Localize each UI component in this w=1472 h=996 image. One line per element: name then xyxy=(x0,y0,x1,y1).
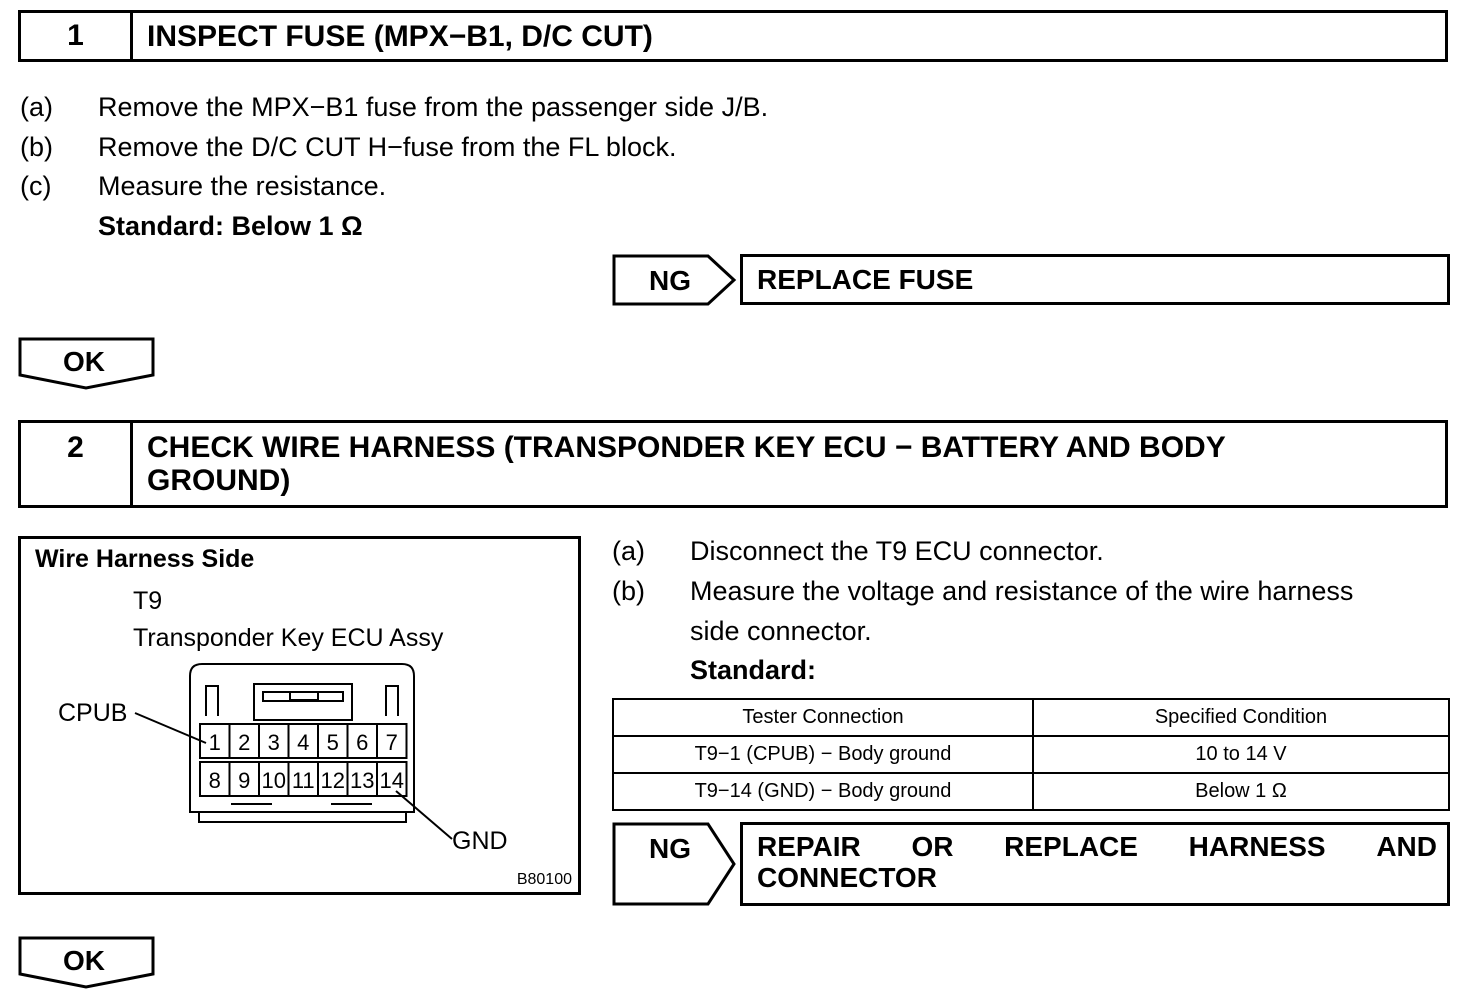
ng-action-text: REPLACE FUSE xyxy=(757,264,974,295)
step1-standard: Standard: Below 1 Ω xyxy=(98,211,363,241)
ng-action-line2: CONNECTOR xyxy=(757,862,937,893)
table-cell: Below 1 Ω xyxy=(1033,773,1449,810)
diagram-heading: Wire Harness Side xyxy=(35,545,255,573)
step1-ok-arrow xyxy=(18,337,156,391)
pin-number: 5 xyxy=(326,730,339,755)
step1-number: 1 xyxy=(21,13,133,59)
pin-number: 11 xyxy=(291,768,315,793)
pin-number: 6 xyxy=(356,730,369,755)
pin-number: 2 xyxy=(238,730,251,755)
step2-title-line2: GROUND) xyxy=(147,464,291,497)
pin-number: 1 xyxy=(208,730,221,755)
step2-header xyxy=(18,420,1448,508)
pin-number: 14 xyxy=(379,768,404,793)
ok-label: OK xyxy=(63,945,105,976)
ng-action-word: AND xyxy=(1376,831,1437,862)
step2-ng-arrow xyxy=(612,822,738,906)
ng-action-word: HARNESS xyxy=(1188,831,1326,862)
pin-number: 12 xyxy=(320,768,345,793)
item-text: Remove the D/C CUT H−fuse from the FL block. xyxy=(98,132,677,162)
table-row xyxy=(613,736,1449,773)
wire-harness-diagram xyxy=(18,536,582,896)
ok-label: OK xyxy=(63,346,105,377)
item-label: (b) xyxy=(20,132,53,162)
ng-action-word: OR xyxy=(911,831,954,862)
step1-ng-arrow xyxy=(612,254,738,306)
table-cell: T9−1 (CPUB) − Body ground xyxy=(613,736,1033,773)
table-header: Specified Condition xyxy=(1033,699,1449,736)
cpub-label: CPUB xyxy=(58,699,128,727)
item-text: Measure the voltage and resistance of the wire harness xyxy=(690,576,1354,606)
table-row xyxy=(613,773,1449,810)
ng-action-word: REPAIR xyxy=(757,831,861,862)
table-header-row xyxy=(613,699,1449,736)
item-text-cont: side connector. xyxy=(690,616,872,646)
step1-item-b xyxy=(20,132,1020,164)
item-text: Disconnect the T9 ECU connector. xyxy=(690,536,1104,566)
item-label: (b) xyxy=(612,576,645,606)
step2-number: 2 xyxy=(21,423,133,505)
step1-title: INSPECT FUSE (MPX−B1, D/C CUT) xyxy=(147,20,653,53)
pin-number: 13 xyxy=(350,768,375,793)
ng-label: NG xyxy=(649,265,691,296)
item-text: Measure the resistance. xyxy=(98,171,387,201)
pin-number: 10 xyxy=(261,768,286,793)
step2-ok-arrow xyxy=(18,936,156,990)
step1-ng-action xyxy=(740,254,1450,305)
step2-title xyxy=(147,431,1435,497)
ng-action-line1 xyxy=(757,831,1437,862)
step2-item-a xyxy=(612,536,1452,568)
ng-action-word: REPLACE xyxy=(1004,831,1138,862)
connector-name: Transponder Key ECU Assy xyxy=(133,624,444,652)
item-label: (c) xyxy=(20,171,52,201)
ng-label: NG xyxy=(649,833,691,864)
spec-table xyxy=(612,698,1450,811)
table-cell: 10 to 14 V xyxy=(1033,736,1449,773)
step1-item-a xyxy=(20,92,1020,124)
pin-number: 9 xyxy=(238,768,251,793)
figure-code: B80100 xyxy=(516,871,572,888)
step2-standard: Standard: xyxy=(690,655,817,685)
item-text: Remove the MPX−B1 fuse from the passenger side J/B. xyxy=(98,92,769,122)
step1-header xyxy=(18,10,1448,62)
gnd-label: GND xyxy=(452,827,508,855)
connector-id: T9 xyxy=(133,587,163,615)
step1-item-c xyxy=(20,171,1020,203)
step2-ng-action xyxy=(740,822,1450,906)
step2-item-b xyxy=(612,576,1452,648)
pin-number: 8 xyxy=(208,768,221,793)
table-header: Tester Connection xyxy=(613,699,1033,736)
table-cell: T9−14 (GND) − Body ground xyxy=(613,773,1033,810)
pin-number: 4 xyxy=(297,730,310,755)
pin-number: 3 xyxy=(267,730,280,755)
step2-title-line1: CHECK WIRE HARNESS (TRANSPONDER KEY ECU − BATTERY AND BODY xyxy=(147,431,1226,464)
item-label: (a) xyxy=(20,92,53,122)
pin-number: 7 xyxy=(385,730,398,755)
item-label: (a) xyxy=(612,536,645,566)
